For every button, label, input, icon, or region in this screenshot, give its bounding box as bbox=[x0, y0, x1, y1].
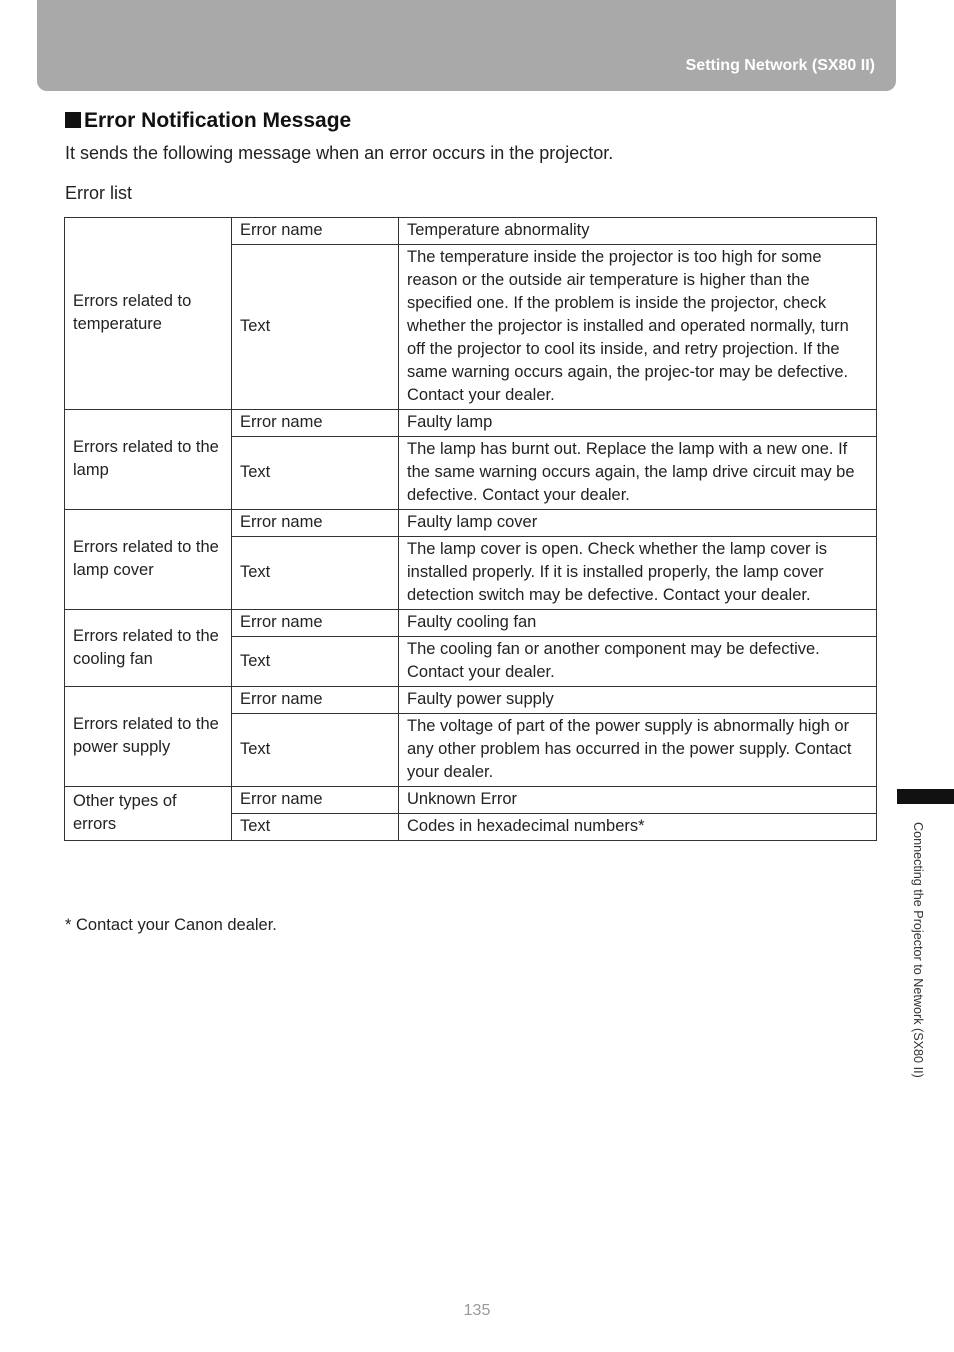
table-row bbox=[65, 218, 877, 245]
section-title-text: Error Notification Message bbox=[84, 109, 352, 132]
field-label-cell: Text bbox=[232, 637, 399, 687]
error-name-cell: Faulty lamp cover bbox=[399, 510, 877, 537]
chapter-tab-marker bbox=[897, 789, 954, 804]
error-text-cell: The lamp has burnt out. Replace the lamp with a new one. If the same warning occurs again, the lamp drive circuit may be defective. Contact your dealer. bbox=[399, 437, 877, 510]
error-text-cell: The temperature inside the projector is too high for some reason or the outside air temperature is higher than the specified one. If the problem is inside the projector, check whether the projector is installed and operated normally, turn off the projector to cool its inside, and retry projection. If the same warning occurs again, the projec-tor may be defective. Contact your dealer. bbox=[399, 245, 877, 410]
error-text-cell: Codes in hexadecimal numbers* bbox=[399, 814, 877, 841]
field-label-cell: Error name bbox=[232, 687, 399, 714]
table-row bbox=[65, 410, 877, 437]
error-name-cell: Faulty power supply bbox=[399, 687, 877, 714]
field-label-cell: Text bbox=[232, 814, 399, 841]
table-row bbox=[65, 510, 877, 537]
category-cell: Errors related to temperature bbox=[65, 218, 232, 410]
table-row bbox=[65, 787, 877, 814]
table-row bbox=[65, 610, 877, 637]
table-label: Error list bbox=[65, 183, 132, 203]
header-band bbox=[37, 0, 896, 91]
category-cell: Other types of errors bbox=[65, 787, 232, 841]
field-label-cell: Text bbox=[232, 714, 399, 787]
category-cell: Errors related to the power supply bbox=[65, 687, 232, 787]
footnote: * Contact your Canon dealer. bbox=[65, 916, 277, 934]
field-label-cell: Error name bbox=[232, 610, 399, 637]
field-label-cell: Error name bbox=[232, 787, 399, 814]
field-label-cell: Error name bbox=[232, 510, 399, 537]
category-cell: Errors related to the cooling fan bbox=[65, 610, 232, 687]
category-cell: Errors related to the lamp bbox=[65, 410, 232, 510]
error-list-table bbox=[64, 217, 877, 841]
error-text-cell: The cooling fan or another component may be defective. Contact your dealer. bbox=[399, 637, 877, 687]
header-title: Setting Network (SX80 II) bbox=[685, 57, 875, 74]
field-label-cell: Text bbox=[232, 437, 399, 510]
field-label-cell: Error name bbox=[232, 218, 399, 245]
chapter-side-label: Connecting the Projector to Network (SX80 II) bbox=[911, 821, 926, 1078]
error-name-cell: Faulty cooling fan bbox=[399, 610, 877, 637]
table-row bbox=[65, 687, 877, 714]
square-bullet-icon bbox=[65, 112, 81, 128]
field-label-cell: Text bbox=[232, 245, 399, 410]
error-text-cell: The lamp cover is open. Check whether the lamp cover is installed properly. If it is installed properly, the lamp cover detection switch may be defective. Contact your dealer. bbox=[399, 537, 877, 610]
error-name-cell: Faulty lamp bbox=[399, 410, 877, 437]
error-text-cell: The voltage of part of the power supply is abnormally high or any other problem has occurred in the power supply. Contact your dealer. bbox=[399, 714, 877, 787]
section-title bbox=[65, 109, 351, 133]
field-label-cell: Error name bbox=[232, 410, 399, 437]
error-name-cell: Unknown Error bbox=[399, 787, 877, 814]
intro-paragraph: It sends the following message when an error occurs in the projector. bbox=[65, 143, 614, 163]
category-cell: Errors related to the lamp cover bbox=[65, 510, 232, 610]
field-label-cell: Text bbox=[232, 537, 399, 610]
page-number: 135 bbox=[463, 1302, 491, 1319]
error-name-cell: Temperature abnormality bbox=[399, 218, 877, 245]
